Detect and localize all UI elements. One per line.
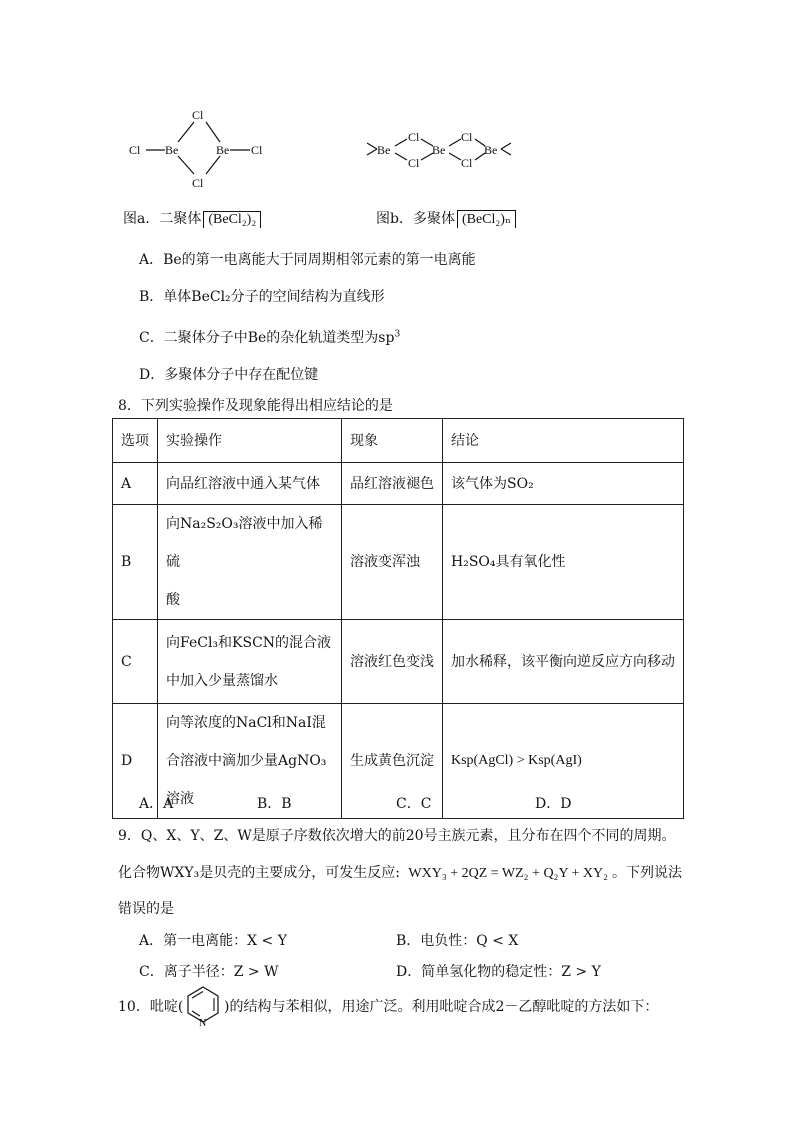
q7-option-b — [139, 286, 385, 306]
row-d-conclusion: Ksp(AgCl) > Ksp(AgI) — [443, 704, 684, 819]
bond-be-left-cl-bottom — [178, 156, 194, 174]
bond-6 — [449, 153, 461, 160]
row-b-option: B — [113, 505, 158, 620]
table-row — [113, 505, 684, 620]
figure-a-caption-text: 图a．二聚体 — [123, 211, 202, 227]
chain-end-left-lower — [367, 149, 377, 155]
bond-5 — [449, 139, 461, 146]
q10-stem-pre: 10．吡啶( — [118, 999, 184, 1015]
q8-answer-d: D．D — [535, 796, 572, 812]
header-operation: 实验操作 — [158, 419, 342, 463]
q9-stem-line-1: 9．Q、X、Y、Z、W是原子序数依次增大的前20号主族元素，且分布在四个不同的周期。 — [118, 828, 676, 844]
q8-answer-c: C．C — [396, 796, 432, 812]
figure-a-caption — [123, 208, 261, 228]
q7-option-c-superscript: 3 — [394, 329, 401, 340]
bond-1 — [395, 139, 407, 146]
q10-stem-post: )的结构与苯相似，用途广泛。利用吡啶合成2－乙醇吡啶的方法如下： — [224, 999, 659, 1015]
header-option: 选项 — [113, 419, 158, 463]
q7-option-b-post: 分子的空间结构为直线形 — [230, 289, 385, 305]
bond-2 — [395, 153, 407, 160]
row-d-operation-line-1: 向等浓度的NaCl和NaI混 — [166, 715, 326, 731]
chain-end-left-upper — [367, 143, 377, 149]
row-c-phenomenon: 溶液红色变浅 — [342, 620, 443, 704]
q9-stem-line-3: 错误的是 — [118, 901, 174, 917]
row-c-conclusion: 加水稀释，该平衡向逆反应方向移动 — [443, 620, 684, 704]
q8-stem: 8．下列实验操作及现象能得出相应结论的是 — [118, 398, 393, 414]
q7-option-c — [139, 327, 400, 347]
atom-cl-top: Cl — [192, 108, 204, 122]
q9-equation: WXY₃ + 2QZ = WZ₂ + Q₂Y + XY₂ — [408, 866, 609, 881]
row-b-conclusion: H₂SO₄具有氧化性 — [443, 505, 684, 620]
q8-answer-a: A．A — [139, 796, 174, 812]
row-d-operation-line-2: 合溶液中滴加少量AgNO₃ — [166, 753, 327, 769]
atom-cl-right: Cl — [251, 143, 263, 157]
table-row — [113, 620, 684, 704]
atom-cl-3: Cl — [461, 130, 473, 144]
q9-stem-line-2 — [118, 862, 682, 882]
atom-cl-left: Cl — [129, 143, 141, 157]
pyridine-nitrogen-label: N — [199, 1018, 207, 1028]
atom-be-3: Be — [484, 143, 498, 157]
q9-stem-line-2-post: 。下列说法 — [612, 865, 683, 881]
figure-b-formula: (BeCl₂)ₙ — [457, 210, 516, 228]
atom-be-left: Be — [165, 143, 179, 157]
bond-cl-top-be-right — [206, 122, 220, 142]
row-c-operation — [158, 620, 342, 704]
table-row — [113, 463, 684, 505]
row-a-phenomenon: 品红溶液褪色 — [342, 463, 443, 505]
q7-option-a: A．Be的第一电离能大于同周期相邻元素的第一电离能 — [139, 252, 476, 268]
atom-cl-2: Cl — [408, 156, 420, 170]
chain-end-right-upper — [501, 143, 511, 149]
dimer-structure-diagram — [120, 100, 280, 195]
pyridine-ring-icon — [182, 982, 224, 1028]
q9-option-b: B．电负性：Q < X — [396, 933, 519, 949]
chain-end-right-lower — [501, 149, 511, 155]
figure-b-caption — [376, 208, 516, 228]
row-d-option: D — [113, 704, 158, 819]
row-b-operation-line-1: 向Na₂S₂O₃溶液中加入稀硫 — [166, 516, 323, 570]
header-phenomenon: 现象 — [342, 419, 443, 463]
row-b-operation — [158, 505, 342, 620]
row-a-option: A — [113, 463, 158, 505]
header-conclusion: 结论 — [443, 419, 684, 463]
bond-be-left-cl-top — [178, 122, 194, 142]
row-b-phenomenon: 溶液变浑浊 — [342, 505, 443, 620]
atom-be-right: Be — [216, 143, 230, 157]
q9-stem-line-2-pre: 化合物WXY₃是贝壳的主要成分，可发生反应: — [118, 865, 400, 881]
row-c-operation-line-2: 中加入少量蒸馏水 — [166, 672, 278, 689]
q8-answer-b: B．B — [257, 796, 292, 812]
row-a-operation: 向品红溶液中通入某气体 — [158, 463, 342, 505]
q9-option-d: D．简单氢化物的稳定性：Z > Y — [396, 964, 601, 980]
row-d-phenomenon: 生成黄色沉淀 — [342, 704, 443, 819]
atom-cl-1: Cl — [408, 130, 420, 144]
row-d-operation — [158, 704, 342, 819]
q9-option-c: C．离子半径：Z > W — [139, 964, 279, 980]
bond-cl-bottom-be-right — [206, 156, 220, 174]
atom-cl-4: Cl — [461, 156, 473, 170]
row-d-operation-line-3: 溶液 — [166, 791, 194, 807]
atom-be-1: Be — [377, 143, 391, 157]
figure-b-caption-text: 图b．多聚体 — [376, 211, 455, 227]
atom-cl-bottom: Cl — [192, 176, 204, 190]
polymer-structure-diagram — [365, 125, 515, 175]
q7-option-b-pre: B．单体 — [139, 289, 192, 305]
table-header-row — [113, 419, 684, 463]
row-c-operation-line-1: 向FeCl₃和KSCN的混合液 — [166, 634, 332, 651]
row-c-option: C — [113, 620, 158, 704]
figure-a-formula: (BeCl₂)₂ — [203, 211, 261, 228]
q7-option-c-text: C．二聚体分子中Be的杂化轨道类型为sp — [139, 330, 395, 346]
atom-be-2: Be — [432, 143, 446, 157]
q9-option-a: A．第一电离能：X < Y — [139, 933, 287, 949]
pyridine-double-bond-3 — [192, 1011, 200, 1016]
experiment-table — [112, 418, 684, 819]
row-b-operation-line-2: 酸 — [166, 592, 180, 608]
q7-option-b-formula: BeCl₂ — [191, 289, 231, 305]
row-a-conclusion: 该气体为SO₂ — [443, 463, 684, 505]
q7-option-d: D．多聚体分子中存在配位键 — [139, 367, 319, 383]
